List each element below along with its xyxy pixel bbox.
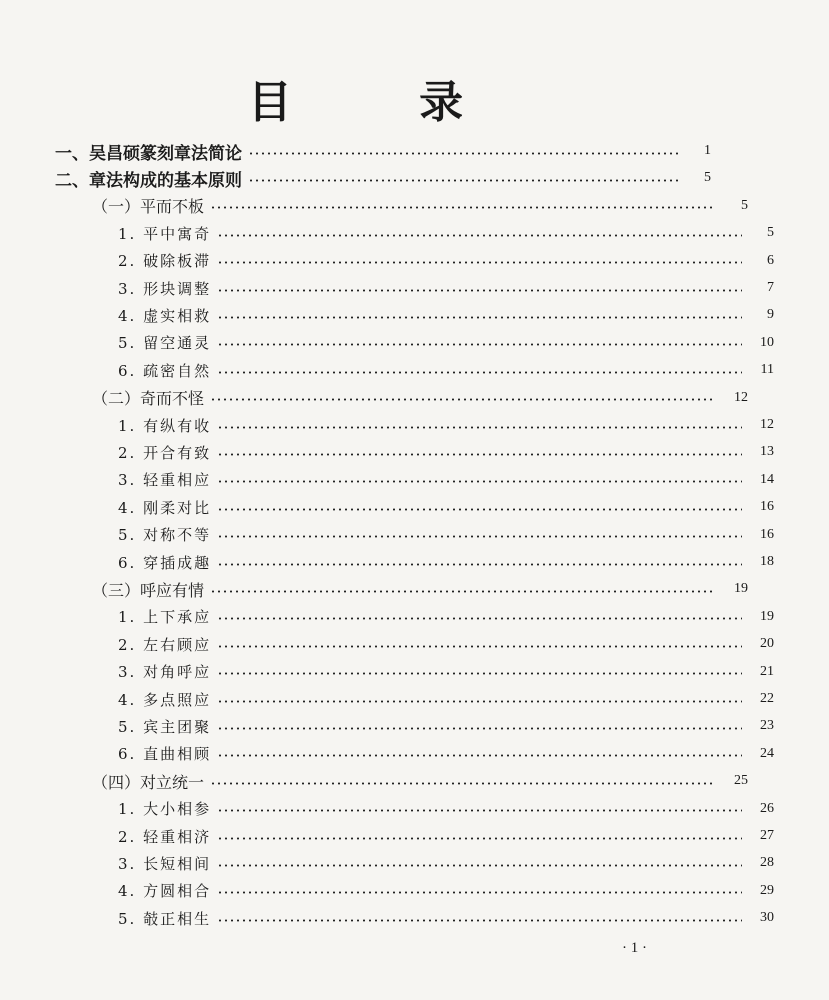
toc-entry-page-number: 6 — [767, 252, 774, 268]
dot-leader — [217, 535, 742, 538]
toc-entry-label: 4. 方圆相合 — [118, 882, 212, 901]
toc-entry-label: （三）呼应有情 — [92, 580, 205, 600]
toc-entry-label: 二、章法构成的基本原则 — [55, 170, 242, 191]
toc-entry-label: 2. 开合有致 — [118, 443, 212, 462]
toc-entry — [0, 604, 829, 630]
dot-leader — [210, 590, 716, 593]
toc-entry-page-number: 9 — [767, 307, 774, 323]
toc-entry-label: 2. 左右顾应 — [118, 635, 212, 654]
toc-entry-label: 2. 破除板滞 — [118, 252, 212, 271]
toc-entry-label: 3. 轻重相应 — [118, 471, 212, 490]
toc-entry — [0, 850, 829, 876]
dot-leader — [217, 727, 742, 730]
dot-leader — [217, 672, 742, 675]
dot-leader — [217, 261, 742, 264]
toc-entry-label: 1. 平中寓奇 — [118, 224, 212, 243]
toc-entry-label: 1. 上下承应 — [118, 608, 212, 627]
toc-entry-label: （四）对立统一 — [92, 772, 205, 792]
toc-entry-label: 1. 大小相参 — [118, 800, 212, 819]
toc-entry-page-number: 12 — [760, 417, 774, 432]
dot-leader — [217, 453, 742, 456]
toc-entry-label: 6. 直曲相顾 — [118, 745, 212, 764]
toc-entry-label: （二）奇而不怪 — [92, 389, 205, 409]
dot-leader — [217, 508, 742, 511]
toc-entry — [0, 439, 829, 465]
dot-leader — [217, 480, 742, 483]
toc-entry-label: 4. 刚柔对比 — [118, 498, 212, 517]
toc-entry-page-number: 12 — [734, 389, 748, 405]
toc-entry-label: 5. 留空通灵 — [118, 334, 212, 353]
toc-entry-label: 5. 攲正相生 — [118, 909, 212, 928]
toc-entry — [0, 659, 829, 685]
toc-entry — [0, 467, 829, 493]
toc-entry-page-number: 21 — [760, 663, 774, 679]
toc-entry — [0, 220, 829, 246]
toc-entry — [0, 768, 803, 794]
page-title: 目 录 — [247, 77, 520, 128]
toc-entry-page-number: 7 — [767, 280, 774, 295]
dot-leader — [217, 234, 742, 237]
toc-entry-label: 3. 对角呼应 — [118, 663, 212, 682]
toc-entry-page-number: 11 — [760, 362, 774, 378]
toc-entry-page-number: 10 — [760, 334, 774, 350]
toc-entry-page-number: 19 — [734, 581, 748, 597]
toc-entry — [0, 330, 829, 356]
dot-leader — [217, 316, 742, 319]
dot-leader — [217, 617, 742, 620]
toc-entry-page-number: 16 — [760, 499, 774, 515]
toc-entry — [0, 193, 803, 219]
dot-leader — [210, 782, 716, 785]
toc-entry-page-number: 24 — [760, 745, 774, 761]
toc-entry-label: 6. 穿插成趣 — [118, 553, 212, 572]
toc-entry-page-number: 25 — [734, 773, 748, 789]
toc-entry-page-number: 13 — [760, 444, 774, 460]
toc-entry-page-number: 14 — [760, 471, 774, 487]
dot-leader — [217, 426, 742, 429]
toc-entry-label: 3. 长短相间 — [118, 854, 212, 873]
toc-entry-label: 2. 轻重相济 — [118, 827, 212, 846]
dot-leader — [217, 343, 742, 346]
toc-entry-label: 5. 宾主团聚 — [118, 717, 212, 736]
dot-leader — [217, 864, 742, 867]
toc-entry-label: 3. 形块调整 — [118, 279, 212, 298]
toc-entry — [0, 741, 829, 767]
toc-entry — [0, 248, 829, 274]
toc-entry — [0, 905, 829, 931]
toc-entry — [0, 631, 829, 657]
toc-entry-page-number: 27 — [760, 828, 774, 843]
toc-entry-label: 4. 虚实相救 — [118, 306, 212, 325]
toc-entry — [0, 302, 829, 328]
toc-entry-label: 6. 疏密自然 — [118, 361, 212, 380]
toc-entry-page-number: 20 — [760, 636, 774, 652]
toc-entry-page-number: 23 — [760, 718, 774, 734]
dot-leader — [248, 179, 679, 182]
page-number-footer: · 1 · — [622, 940, 647, 956]
toc-entry-label: 4. 多点照应 — [118, 690, 212, 709]
dot-leader — [217, 837, 742, 840]
toc-entry — [0, 878, 829, 904]
toc-entry-page-number: 5 — [704, 170, 711, 186]
toc-entry — [0, 576, 803, 602]
dot-leader — [217, 563, 742, 566]
toc-entry — [0, 165, 766, 191]
toc-entry — [0, 796, 829, 822]
dot-leader — [217, 754, 742, 757]
toc-entry — [0, 138, 766, 164]
toc-entry — [0, 385, 803, 411]
toc-entry-page-number: 18 — [760, 554, 774, 569]
dot-leader — [210, 206, 716, 209]
toc-entry — [0, 275, 829, 301]
toc-entry — [0, 494, 829, 520]
dot-leader — [217, 645, 742, 648]
dot-leader — [210, 398, 716, 401]
toc-entry-label: （一）平而不板 — [92, 197, 205, 217]
toc-entry — [0, 823, 829, 849]
toc-entry-page-number: 19 — [760, 608, 774, 624]
toc-entry-page-number: 22 — [760, 691, 774, 706]
dot-leader — [217, 371, 742, 374]
dot-leader — [217, 891, 742, 894]
toc-entry-page-number: 1 — [704, 143, 711, 158]
dot-leader — [217, 919, 742, 922]
dot-leader — [217, 289, 742, 292]
toc-entry — [0, 357, 829, 383]
toc-entry — [0, 686, 829, 712]
toc-entry-page-number: 16 — [760, 526, 774, 542]
dot-leader — [217, 809, 742, 812]
toc-entry-page-number: 29 — [760, 882, 774, 898]
toc-entry — [0, 412, 829, 438]
toc-entry — [0, 522, 829, 548]
toc-entry-page-number: 5 — [767, 225, 774, 241]
dot-leader — [217, 700, 742, 703]
dot-leader — [248, 152, 679, 155]
toc-entry-label: 一、吴昌硕篆刻章法简论 — [55, 143, 242, 164]
toc-entry-page-number: 26 — [760, 800, 774, 816]
toc-entry-page-number: 28 — [760, 855, 774, 871]
toc-entry — [0, 713, 829, 739]
toc-entry-page-number: 30 — [760, 910, 774, 926]
toc-entry-label: 1. 有纵有收 — [118, 416, 212, 435]
toc-entry-label: 5. 对称不等 — [118, 526, 212, 545]
toc-entry — [0, 549, 829, 575]
toc-entry-page-number: 5 — [741, 197, 748, 213]
